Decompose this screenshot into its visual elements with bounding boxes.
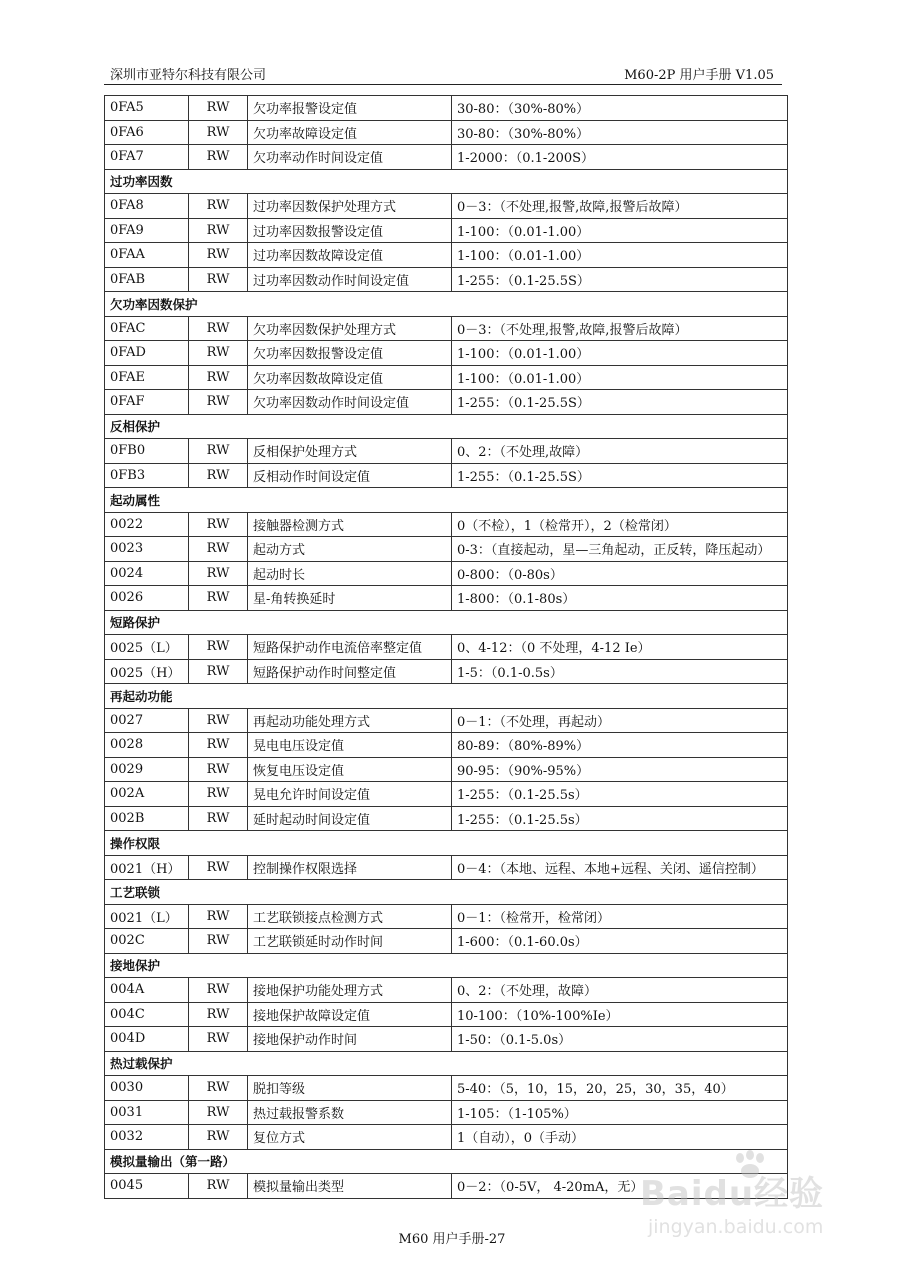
table-row (105, 855, 788, 880)
value-range: 30-80：（30%-80%） (452, 96, 788, 121)
register-address: 0FA8 (105, 194, 189, 219)
register-address: 0FAB (105, 267, 189, 292)
value-range: 1-600：（0.1-60.0s） (452, 929, 788, 954)
table-row (105, 194, 788, 219)
company-name: 深圳市亚特尔科技有限公司 (110, 68, 267, 83)
access-mode: RW (189, 1076, 248, 1101)
access-mode: RW (189, 316, 248, 341)
register-address: 0FA9 (105, 218, 189, 243)
section-header-row (105, 414, 788, 439)
register-address: 0025（L） (105, 635, 189, 660)
value-range: 0－1：（不处理，再起动） (452, 708, 788, 733)
table-row (105, 659, 788, 684)
register-table-body (105, 96, 788, 1199)
register-address: 0031 (105, 1100, 189, 1125)
access-mode: RW (189, 194, 248, 219)
parameter-name: 欠功率因数保护处理方式 (248, 316, 452, 341)
parameter-name: 过功率因数动作时间设定值 (248, 267, 452, 292)
watermark-logo: Baidu经验 (640, 1174, 825, 1214)
table-row (105, 1100, 788, 1125)
section-header-row (105, 292, 788, 317)
value-range: 0、2：（不处理,故障） (452, 439, 788, 464)
parameter-name: 短路保护动作时间整定值 (248, 659, 452, 684)
value-range: 0－3：（不处理,报警,故障,报警后故障） (452, 194, 788, 219)
value-range: 1-50：（0.1-5.0s） (452, 1027, 788, 1052)
section-header-row (105, 610, 788, 635)
register-address: 0024 (105, 561, 189, 586)
access-mode: RW (189, 267, 248, 292)
value-range: 1-100：（0.01-1.00） (452, 341, 788, 366)
access-mode: RW (189, 439, 248, 464)
table-row (105, 537, 788, 562)
value-range: 1-5：（0.1-0.5s） (452, 659, 788, 684)
parameter-name: 晃电允许时间设定值 (248, 782, 452, 807)
section-header-row (105, 953, 788, 978)
access-mode: RW (189, 1125, 248, 1150)
table-row (105, 120, 788, 145)
section-title: 模拟量输出（第一路） (105, 1149, 788, 1174)
watermark-url: jingyan.baidu.com (648, 1216, 824, 1238)
value-range: 1-100：（0.01-1.00） (452, 365, 788, 390)
section-header-row (105, 169, 788, 194)
table-row (105, 757, 788, 782)
access-mode: RW (189, 1002, 248, 1027)
section-title: 起动属性 (105, 488, 788, 513)
table-row (105, 218, 788, 243)
register-address: 0FAE (105, 365, 189, 390)
register-address: 0027 (105, 708, 189, 733)
access-mode: RW (189, 586, 248, 611)
register-address: 0030 (105, 1076, 189, 1101)
section-header-row (105, 1051, 788, 1076)
table-row (105, 512, 788, 537)
value-range: 5-40：（5，10，15，20，25，30，35，40） (452, 1076, 788, 1101)
section-title: 短路保护 (105, 610, 788, 635)
parameter-name: 工艺联锁延时动作时间 (248, 929, 452, 954)
value-range: 1-100：（0.01-1.00） (452, 218, 788, 243)
parameter-name: 欠功率因数动作时间设定值 (248, 390, 452, 415)
table-row (105, 708, 788, 733)
value-range: 80-89：（80%-89%） (452, 733, 788, 758)
parameter-name: 接地保护故障设定值 (248, 1002, 452, 1027)
section-header-row (105, 880, 788, 905)
access-mode: RW (189, 341, 248, 366)
table-row (105, 463, 788, 488)
parameter-name: 欠功率报警设定值 (248, 96, 452, 121)
table-row (105, 635, 788, 660)
register-address: 0FA7 (105, 145, 189, 170)
register-address: 002A (105, 782, 189, 807)
parameter-name: 过功率因数报警设定值 (248, 218, 452, 243)
value-range: 1-2000：（0.1-200S） (452, 145, 788, 170)
access-mode: RW (189, 757, 248, 782)
section-title: 反相保护 (105, 414, 788, 439)
register-address: 0026 (105, 586, 189, 611)
value-range: 0、2：（不处理，故障） (452, 978, 788, 1003)
table-row (105, 782, 788, 807)
register-address: 0FA6 (105, 120, 189, 145)
parameter-name: 反相动作时间设定值 (248, 463, 452, 488)
value-range: 1-255：（0.1-25.5s） (452, 806, 788, 831)
register-address: 0FA5 (105, 96, 189, 121)
value-range: 0－4：（本地、远程、本地+远程、关闭、遥信控制） (452, 855, 788, 880)
parameter-name: 晃电电压设定值 (248, 733, 452, 758)
access-mode: RW (189, 1174, 248, 1199)
register-address: 0022 (105, 512, 189, 537)
parameter-name: 过功率因数保护处理方式 (248, 194, 452, 219)
table-row (105, 1125, 788, 1150)
register-table (104, 95, 788, 1199)
table-row (105, 1002, 788, 1027)
parameter-name: 模拟量输出类型 (248, 1174, 452, 1199)
parameter-name: 反相保护处理方式 (248, 439, 452, 464)
parameter-name: 欠功率动作时间设定值 (248, 145, 452, 170)
value-range: 10-100：（10%-100%Ie） (452, 1002, 788, 1027)
value-range: 0（不检），1（检常开），2（检常闭） (452, 512, 788, 537)
value-range: 1-255：（0.1-25.5S） (452, 267, 788, 292)
access-mode: RW (189, 659, 248, 684)
section-title: 接地保护 (105, 953, 788, 978)
register-address: 0021（L） (105, 904, 189, 929)
table-row (105, 1027, 788, 1052)
value-range: 1-255：（0.1-25.5s） (452, 782, 788, 807)
value-range: 0、4-12：（0 不处理，4-12 Ie） (452, 635, 788, 660)
access-mode: RW (189, 929, 248, 954)
access-mode: RW (189, 218, 248, 243)
table-row (105, 561, 788, 586)
table-row (105, 341, 788, 366)
value-range: 0－3：（不处理,报警,故障,报警后故障） (452, 316, 788, 341)
value-range: 0-800：（0-80s） (452, 561, 788, 586)
value-range: 90-95：（90%-95%） (452, 757, 788, 782)
access-mode: RW (189, 904, 248, 929)
parameter-name: 欠功率因数故障设定值 (248, 365, 452, 390)
access-mode: RW (189, 463, 248, 488)
access-mode: RW (189, 120, 248, 145)
value-range: 0－2：（0-5V， 4-20mA，无） (452, 1174, 788, 1199)
register-address: 002B (105, 806, 189, 831)
table-row (105, 904, 788, 929)
register-address: 004A (105, 978, 189, 1003)
access-mode: RW (189, 365, 248, 390)
section-title: 欠功率因数保护 (105, 292, 788, 317)
register-address: 0FAF (105, 390, 189, 415)
access-mode: RW (189, 512, 248, 537)
section-header-row (105, 684, 788, 709)
access-mode: RW (189, 243, 248, 268)
parameter-name: 复位方式 (248, 1125, 452, 1150)
table-row (105, 365, 788, 390)
parameter-name: 工艺联锁接点检测方式 (248, 904, 452, 929)
section-title: 过功率因数 (105, 169, 788, 194)
register-address: 0FB3 (105, 463, 189, 488)
parameter-name: 起动方式 (248, 537, 452, 562)
register-address: 0FAA (105, 243, 189, 268)
table-row (105, 733, 788, 758)
table-row (105, 243, 788, 268)
register-address: 0FAC (105, 316, 189, 341)
parameter-name: 起动时长 (248, 561, 452, 586)
access-mode: RW (189, 1100, 248, 1125)
parameter-name: 脱扣等级 (248, 1076, 452, 1101)
parameter-name: 欠功率因数报警设定值 (248, 341, 452, 366)
parameter-name: 再起动功能处理方式 (248, 708, 452, 733)
register-address: 004C (105, 1002, 189, 1027)
register-address: 004D (105, 1027, 189, 1052)
table-row (105, 267, 788, 292)
parameter-name: 恢复电压设定值 (248, 757, 452, 782)
value-range: 1（自动），0（手动） (452, 1125, 788, 1150)
section-title: 操作权限 (105, 831, 788, 856)
parameter-name: 欠功率故障设定值 (248, 120, 452, 145)
access-mode: RW (189, 733, 248, 758)
access-mode: RW (189, 561, 248, 586)
value-range: 30-80：（30%-80%） (452, 120, 788, 145)
register-address: 0023 (105, 537, 189, 562)
parameter-name: 接地保护功能处理方式 (248, 978, 452, 1003)
register-address: 0029 (105, 757, 189, 782)
value-range: 1-100：（0.01-1.00） (452, 243, 788, 268)
register-address: 0028 (105, 733, 189, 758)
register-address: 002C (105, 929, 189, 954)
access-mode: RW (189, 390, 248, 415)
access-mode: RW (189, 782, 248, 807)
parameter-name: 短路保护动作电流倍率整定值 (248, 635, 452, 660)
parameter-name: 接地保护动作时间 (248, 1027, 452, 1052)
value-range: 1-255：（0.1-25.5S） (452, 463, 788, 488)
register-address: 0025（H） (105, 659, 189, 684)
access-mode: RW (189, 145, 248, 170)
table-row (105, 390, 788, 415)
page-footer: M60 用户手册-27 (398, 1232, 506, 1247)
value-range: 0-3：（直接起动，星—三角起动，正反转，降压起动） (452, 537, 788, 562)
access-mode: RW (189, 855, 248, 880)
access-mode: RW (189, 537, 248, 562)
table-row (105, 1076, 788, 1101)
section-title: 再起动功能 (105, 684, 788, 709)
access-mode: RW (189, 806, 248, 831)
value-range: 0－1：（检常开，检常闭） (452, 904, 788, 929)
section-header-row (105, 488, 788, 513)
section-title: 热过载保护 (105, 1051, 788, 1076)
register-address: 0032 (105, 1125, 189, 1150)
table-row (105, 978, 788, 1003)
parameter-name: 延时起动时间设定值 (248, 806, 452, 831)
baidu-watermark (640, 1150, 860, 1260)
table-row (105, 96, 788, 121)
table-row (105, 316, 788, 341)
value-range: 1-255：（0.1-25.5S） (452, 390, 788, 415)
table-row (105, 145, 788, 170)
table-row (105, 929, 788, 954)
parameter-name: 控制操作权限选择 (248, 855, 452, 880)
access-mode: RW (189, 96, 248, 121)
parameter-name: 星-角转换延时 (248, 586, 452, 611)
value-range: 1-800：（0.1-80s） (452, 586, 788, 611)
table-row (105, 439, 788, 464)
value-range: 1-105：（1-105%） (452, 1100, 788, 1125)
register-address: 0045 (105, 1174, 189, 1199)
section-header-row (105, 831, 788, 856)
page-header (104, 62, 782, 85)
access-mode: RW (189, 1027, 248, 1052)
parameter-name: 接触器检测方式 (248, 512, 452, 537)
access-mode: RW (189, 978, 248, 1003)
parameter-name: 热过载报警系数 (248, 1100, 452, 1125)
register-address: 0FB0 (105, 439, 189, 464)
register-address: 0021（H） (105, 855, 189, 880)
parameter-name: 过功率因数故障设定值 (248, 243, 452, 268)
section-title: 工艺联锁 (105, 880, 788, 905)
register-address: 0FAD (105, 341, 189, 366)
table-row (105, 586, 788, 611)
table-row (105, 806, 788, 831)
manual-version: M60-2P 用户手册 V1.05 (624, 68, 774, 83)
access-mode: RW (189, 708, 248, 733)
access-mode: RW (189, 635, 248, 660)
